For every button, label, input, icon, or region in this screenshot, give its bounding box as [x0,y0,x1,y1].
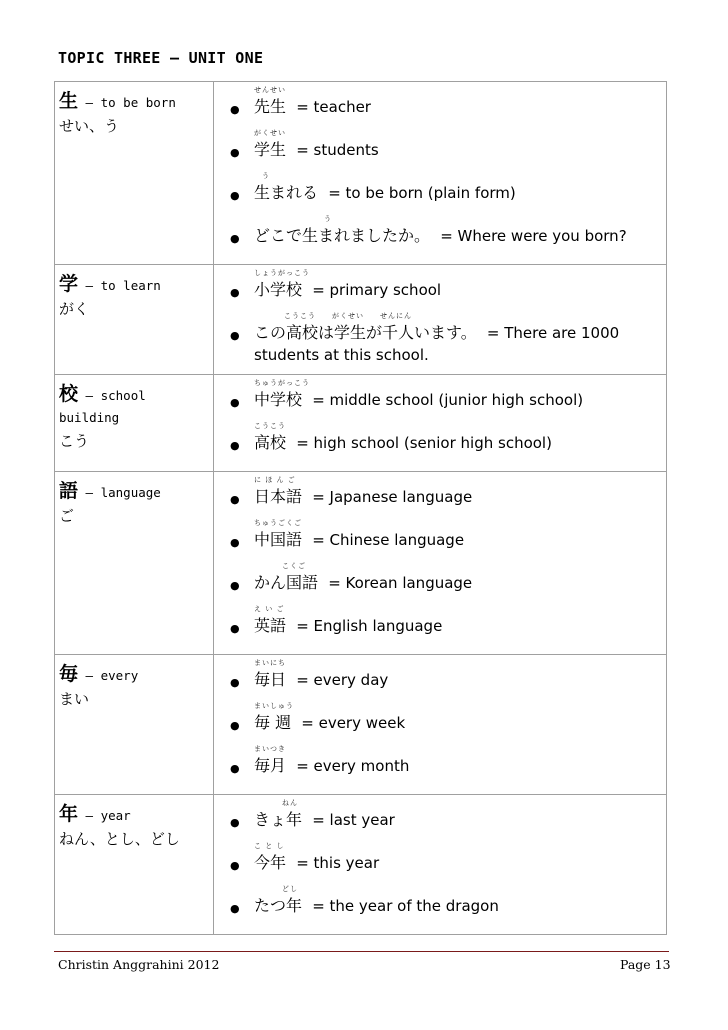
footer-page-number: Page 13 [620,957,671,972]
example-english: = teacher [296,98,371,116]
kanji-meaning: – year [85,808,131,823]
example-japanese: 毎日 [254,670,287,689]
examples-cell [214,82,667,265]
example-japanese: 学生 [254,140,287,159]
kanji-reading: ねん、とし、どし [59,830,180,848]
example-english: = the year of the dragon [312,897,499,915]
example-japanese: 先生 [254,97,287,116]
example-item [214,213,666,256]
example-english: = every month [296,757,410,775]
bullet-icon: ● [230,189,240,202]
furigana: こうこう がくせい せんにん [284,312,412,320]
bullet-icon: ● [230,103,240,116]
furigana: ねん [282,799,298,807]
example-english: = this year [296,854,380,872]
bullet-icon: ● [230,579,240,592]
example-japanese: たつ年 [254,896,303,915]
example-item [214,883,666,926]
kanji-cell [55,655,214,795]
example-english: = Korean language [328,574,473,592]
example-japanese: きょ年 [254,810,303,829]
example-japanese: 中国語 [254,530,303,549]
kanji-vocab-table [54,81,667,935]
furigana: こうこう [254,422,286,430]
kanji-meaning: – to be born [85,95,176,110]
kanji-cell [55,375,214,472]
example-english: = students [296,141,379,159]
bullet-icon: ● [230,286,240,299]
example-item [214,377,666,420]
example-japanese: 小学校 [254,280,303,299]
example-japanese: 毎月 [254,756,287,775]
bullet-icon: ● [230,232,240,245]
example-japanese: この高校は学生が千人います。 [254,323,477,342]
example-item [214,310,666,366]
furigana: こ と し [254,842,285,850]
example-japanese: 高校 [254,433,287,452]
furigana: まいしゅう [254,702,294,710]
kanji-character: 生 [59,90,79,112]
examples-cell [214,375,667,472]
furigana: に ほ ん ご [254,476,296,484]
example-english: = There are 1000 [486,324,620,342]
example-item [214,474,666,517]
kanji-heading [59,273,213,297]
kanji-row [55,265,667,375]
example-japanese: 生まれる [254,183,319,202]
furigana: え い ご [254,605,285,613]
kanji-meaning: – language [85,485,161,500]
example-english: = English language [296,617,443,635]
furigana: まいにち [254,659,286,667]
example-japanese: どこで生まれましたか。 [254,226,431,245]
furigana: どし [282,885,298,893]
kanji-heading [59,383,213,429]
kanji-character: 年 [59,803,79,825]
kanji-cell [55,795,214,935]
kanji-cell [55,82,214,265]
example-english-continued: students at this school. [254,346,429,364]
kanji-row [55,82,667,265]
examples-cell [214,265,667,375]
footer-divider [54,951,669,952]
kanji-row [55,655,667,795]
furigana: せんせい [254,86,286,94]
example-item [214,603,666,646]
bullet-icon: ● [230,816,240,829]
bullet-icon: ● [230,902,240,915]
example-item [214,797,666,840]
bullet-icon: ● [230,859,240,872]
example-item [214,743,666,786]
bullet-icon: ● [230,146,240,159]
furigana: ちゅうごくご [254,519,302,527]
example-item [214,127,666,170]
kanji-cell [55,265,214,375]
kanji-cell [55,472,214,655]
example-english: = Japanese language [312,488,473,506]
kanji-character: 校 [59,383,79,405]
example-japanese: 今年 [254,853,287,872]
kanji-heading [59,90,213,114]
example-english: = every week [301,714,406,732]
kanji-reading: がく [59,300,90,318]
example-item [214,170,666,213]
kanji-row [55,375,667,472]
kanji-row [55,472,667,655]
example-japanese: かん国語 [254,573,319,592]
example-japanese: 中学校 [254,390,303,409]
bullet-icon: ● [230,536,240,549]
kanji-heading [59,480,213,504]
bullet-icon: ● [230,439,240,452]
examples-cell [214,655,667,795]
example-item [214,700,666,743]
example-japanese: 毎 週 [254,713,292,732]
furigana: まいつき [254,745,286,753]
example-japanese: 日本語 [254,487,303,506]
kanji-character: 毎 [59,663,79,685]
furigana: こくご [282,562,306,570]
bullet-icon: ● [230,396,240,409]
bullet-icon: ● [230,622,240,635]
kanji-row [55,795,667,935]
furigana: がくせい [254,129,286,137]
furigana: ちゅうがっこう [254,379,310,387]
example-english: = to be born (plain form) [328,184,516,202]
footer-author: Christin Anggrahini 2012 [58,957,220,972]
bullet-icon: ● [230,493,240,506]
examples-cell [214,795,667,935]
kanji-reading: まい [59,690,90,708]
furigana: う [262,172,270,180]
bullet-icon: ● [230,676,240,689]
kanji-heading [59,803,213,827]
kanji-meaning: – to learn [85,278,161,293]
example-english: = high school (senior high school) [296,434,552,452]
example-english: = Where were you born? [440,227,627,245]
example-japanese: 英語 [254,616,287,635]
example-item [214,267,666,310]
bullet-icon: ● [230,762,240,775]
example-item [214,840,666,883]
example-english: = middle school (junior high school) [312,391,584,409]
bullet-icon: ● [230,719,240,732]
example-item [214,517,666,560]
kanji-meaning: – every [85,668,139,683]
bullet-icon: ● [230,329,240,342]
examples-cell [214,472,667,655]
kanji-character: 学 [59,273,79,295]
example-english: = every day [296,671,389,689]
furigana: う [324,215,332,223]
kanji-heading [59,663,213,687]
example-item [214,84,666,127]
example-item [214,657,666,700]
kanji-reading: せい、う [59,117,120,135]
example-english: = Chinese language [312,531,465,549]
page-title: TOPIC THREE – UNIT ONE [58,49,264,67]
kanji-reading: こう [59,432,90,450]
example-item [214,560,666,603]
example-item [214,420,666,463]
example-english: = primary school [312,281,442,299]
kanji-meaning: – school building [59,388,146,425]
example-english: = last year [312,811,395,829]
kanji-reading: ご [59,507,75,525]
furigana: しょうがっこう [254,269,310,277]
kanji-character: 語 [59,480,79,502]
